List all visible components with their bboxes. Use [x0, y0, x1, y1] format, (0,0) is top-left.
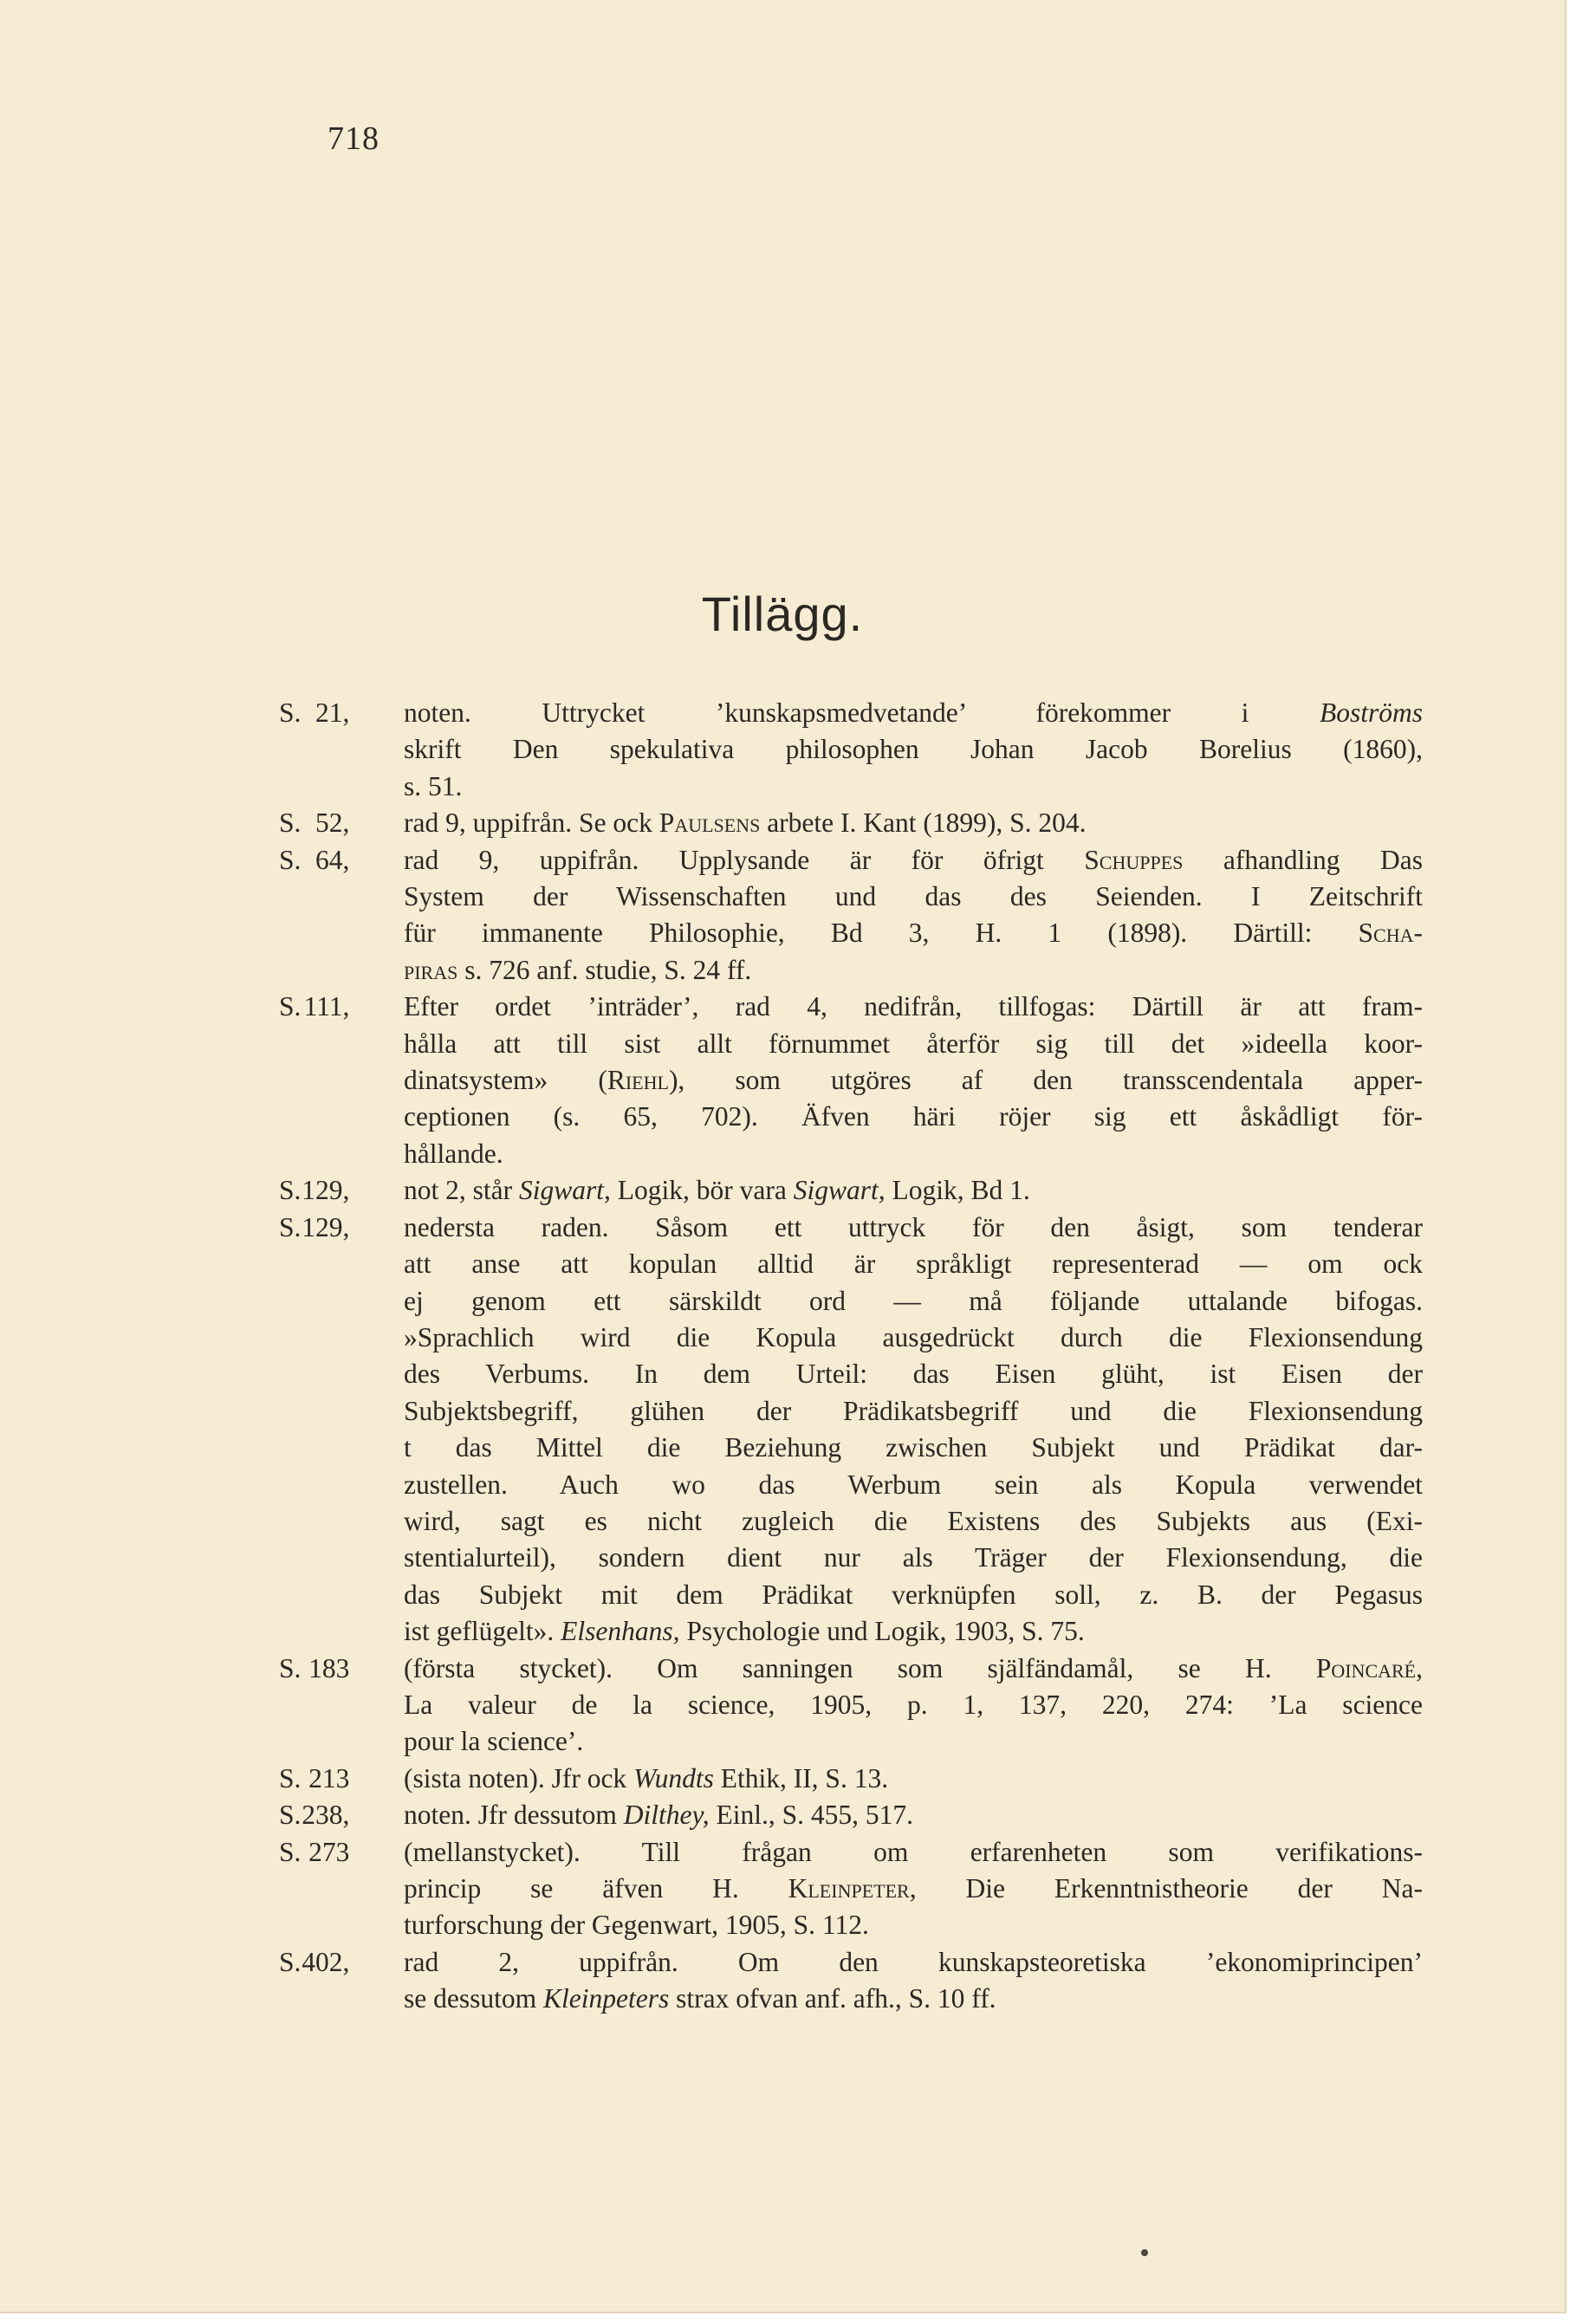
text-line [404, 1026, 1423, 1062]
addenda-list [279, 695, 1423, 2018]
text-line [404, 1467, 1423, 1503]
text-line [404, 1136, 1423, 1172]
small-caps-run: Scha- [1358, 918, 1423, 949]
addendum-entry [279, 1651, 1423, 1761]
text-line [404, 1687, 1423, 1723]
text-run: stentialurteil), sondern dient nur als Träger der Flexionsendung, die [404, 1542, 1423, 1573]
text-run: ), som utgöres af den transscendentala apper- [668, 1065, 1423, 1096]
page-abbrev: S. [279, 808, 302, 839]
addendum-text [404, 842, 1423, 989]
text-run: not 2, står [404, 1175, 519, 1206]
text-run: turforschung der Gegenwart, 1905, S. 112. [404, 1910, 869, 1941]
addendum-entry [279, 989, 1423, 1172]
page-ref-number: 129, [302, 1211, 350, 1242]
page-ref-number: 238, [302, 1800, 350, 1831]
text-run: für immanente Philosophie, Bd 3, H. 1 (1898). Därtill: [404, 918, 1359, 949]
text-run: nedersta raden. Såsom ett uttryck för den åsigt, som tenderar [404, 1211, 1423, 1242]
addendum-text [404, 805, 1423, 841]
text-run: des Verbums. In dem Urteil: das Eisen glüht, ist Eisen der [404, 1359, 1423, 1390]
text-line [404, 1871, 1423, 1907]
addendum-text [404, 1944, 1423, 2018]
text-line [404, 1283, 1423, 1320]
page-number: 718 [328, 120, 380, 157]
text-run: (första stycket). Om sanningen som själfändamål, se H. [404, 1652, 1316, 1683]
text-run: rad 9, uppifrån. Se ock [404, 808, 659, 839]
text-line [404, 879, 1423, 915]
text-run: hålla att till sist allt förnummet återför sig till det »ideella koor- [404, 1028, 1423, 1059]
page-ref-number: 402, [302, 1946, 350, 1977]
text-line [404, 1062, 1423, 1099]
page-reference [279, 1944, 404, 2018]
italic-run: Boströms [1319, 697, 1423, 728]
page-reference [279, 1172, 404, 1209]
page-abbrev: S. [279, 844, 302, 875]
text-run: Efter ordet ’inträder’, rad 4, nedifrån, tillfogas: Därtill är att fram- [404, 991, 1423, 1022]
page-abbrev: S. [279, 1211, 302, 1242]
text-line [404, 769, 1423, 805]
text-line [404, 805, 1423, 841]
ink-speck [1141, 2249, 1148, 2256]
text-run: Psychologie und Logik, 1903, S. 75. [679, 1616, 1085, 1647]
addendum-entry [279, 1210, 1423, 1651]
text-run: hållande. [404, 1138, 503, 1169]
page-abbrev: S. [279, 1652, 302, 1683]
text-run: ist geflügelt». [404, 1616, 561, 1647]
addendum-entry [279, 1797, 1423, 1833]
addendum-text [404, 1761, 1423, 1797]
text-line [404, 1723, 1423, 1760]
italic-run: Sigwart, [518, 1175, 611, 1206]
addendum-text [404, 1172, 1423, 1209]
addendum-text [404, 1651, 1423, 1761]
text-run: Ethik, II, S. 13. [713, 1762, 889, 1793]
text-run: Die Erkenntnistheorie der Na- [916, 1873, 1423, 1904]
page-ref-number: 21, [315, 697, 350, 728]
text-line [404, 1099, 1423, 1135]
text-run: Logik, bör vara [610, 1175, 794, 1206]
page-reference [279, 1651, 404, 1761]
text-run: skrift Den spekulativa philosophen Johan Jacob Borelius (1860), [404, 734, 1423, 765]
text-run: ej genom ett särskildt ord — må följande uttalande bifogas. [404, 1285, 1423, 1316]
page-reference [279, 1797, 404, 1833]
text-line [404, 731, 1423, 768]
small-caps-run: Riehl [607, 1065, 669, 1096]
page-reference [279, 1761, 404, 1797]
addendum-entry [279, 1761, 1423, 1797]
italic-run: Elsenhans, [561, 1616, 680, 1647]
text-line [404, 1613, 1423, 1650]
addendum-text [404, 1834, 1423, 1944]
addendum-entry [279, 805, 1423, 841]
text-line [404, 1577, 1423, 1613]
text-line [404, 842, 1423, 879]
text-line [404, 1503, 1423, 1540]
page-ref-number: 213 [308, 1762, 350, 1793]
addendum-entry [279, 695, 1423, 805]
text-run: zustellen. Auch wo das Werbum sein als Kopula verwendet [404, 1469, 1423, 1500]
text-line [404, 1210, 1423, 1246]
page-abbrev: S. [279, 697, 302, 728]
text-line [404, 1393, 1423, 1430]
text-line [404, 915, 1423, 951]
text-line [404, 1356, 1423, 1392]
page-ref-number: 273 [308, 1836, 350, 1867]
page-ref-number: 52, [315, 808, 350, 839]
page-abbrev: S. [279, 1836, 302, 1867]
text-line [404, 1834, 1423, 1871]
text-run: dinatsystem» ( [404, 1065, 607, 1096]
text-run: rad 2, uppifrån. Om den kunskapsteoretiska ’ekonomiprincipen’ [404, 1946, 1423, 1977]
page-reference [279, 805, 404, 841]
text-line [404, 1320, 1423, 1356]
text-line [404, 1430, 1423, 1466]
text-line [404, 1981, 1423, 2017]
page-abbrev: S. [279, 1175, 302, 1206]
text-line [404, 1540, 1423, 1576]
small-caps-run: piras [404, 954, 458, 985]
text-run: (mellanstycket). Till frågan om erfarenheten som verifikations- [404, 1836, 1423, 1867]
page-reference [279, 989, 404, 1172]
italic-run: Kleinpeters [543, 1983, 670, 2014]
text-run: strax ofvan anf. afh., S. 10 ff. [669, 1983, 996, 2014]
small-caps-run: Paulsens [659, 808, 761, 839]
small-caps-run: Schuppes [1084, 844, 1184, 875]
addendum-text [404, 1797, 1423, 1833]
text-run: La valeur de la science, 1905, p. 1, 137, 220, 274: ’La science [404, 1689, 1423, 1720]
text-run: s. 726 anf. studie, S. 24 ff. [457, 954, 752, 985]
italic-run: Sigwart, [793, 1175, 886, 1206]
text-run: s. 51. [404, 770, 463, 801]
text-line [404, 952, 1423, 989]
text-line [404, 695, 1423, 731]
text-line [404, 1944, 1423, 1981]
text-run: t das Mittel die Beziehung zwischen Subjekt und Prädikat dar- [404, 1432, 1423, 1463]
page-title: Tillägg. [701, 587, 864, 641]
text-run: noten. Jfr dessutom [404, 1800, 624, 1831]
text-run: princip se äfven H. [404, 1873, 788, 1904]
text-run: pour la science’. [404, 1726, 584, 1757]
addendum-entry [279, 1834, 1423, 1944]
addendum-text [404, 695, 1423, 805]
page-reference [279, 695, 404, 805]
text-run: wird, sagt es nicht zugleich die Existens des Subjekts aus (Exi- [404, 1505, 1423, 1536]
addendum-text [404, 989, 1423, 1172]
text-run: Einl., S. 455, 517. [709, 1800, 913, 1831]
page-abbrev: S. [279, 1762, 302, 1793]
small-caps-run: Poincaré, [1315, 1652, 1423, 1683]
text-run: rad 9, uppifrån. Upplysande är för öfrigt [404, 844, 1085, 875]
text-run: se dessutom [404, 1983, 543, 2014]
text-line [404, 1246, 1423, 1282]
text-run: noten. Uttrycket ’kunskapsmedvetande’ förekommer i [404, 697, 1320, 728]
text-line [404, 1797, 1423, 1833]
page-abbrev: S. [279, 991, 302, 1022]
text-run: Logik, Bd 1. [885, 1175, 1030, 1206]
addendum-text [404, 1210, 1423, 1651]
text-run: Subjektsbegriff, glühen der Prädikatsbegriff und die Flexionsendung [404, 1395, 1423, 1426]
text-run: (sista noten). Jfr ock [404, 1762, 634, 1793]
text-line [404, 1907, 1423, 1943]
page-ref-number: 111, [303, 991, 350, 1022]
page-abbrev: S. [279, 1946, 302, 1977]
page-abbrev: S. [279, 1800, 302, 1831]
page-reference [279, 842, 404, 989]
addendum-entry [279, 1944, 1423, 2018]
page-reference [279, 1834, 404, 1944]
text-line [404, 1172, 1423, 1209]
page-reference [279, 1210, 404, 1651]
italic-run: Wundts [633, 1762, 714, 1793]
page-ref-number: 64, [315, 844, 350, 875]
page-ref-number: 129, [302, 1175, 350, 1206]
text-run: att anse att kopulan alltid är språkligt representerad — om ock [404, 1249, 1423, 1280]
text-run: das Subjekt mit dem Prädikat verknüpfen soll, z. B. der Pegasus [404, 1579, 1423, 1610]
addendum-entry [279, 1172, 1423, 1209]
page-ref-number: 183 [308, 1652, 350, 1683]
text-run: afhandling Das [1183, 844, 1423, 875]
italic-run: Dilthey, [623, 1800, 710, 1831]
text-line [404, 1651, 1423, 1687]
text-run: System der Wissenschaften und das des Seienden. I Zeitschrift [404, 881, 1423, 912]
small-caps-run: Kleinpeter, [788, 1873, 917, 1904]
addendum-entry [279, 842, 1423, 989]
text-run: »Sprachlich wird die Kopula ausgedrückt durch die Flexionsendung [404, 1321, 1423, 1352]
text-line [404, 989, 1423, 1025]
text-run: ceptionen (s. 65, 702). Äfven häri röjer sig ett åskådligt för- [404, 1101, 1423, 1132]
text-run: arbete I. Kant (1899), S. 204. [760, 808, 1087, 839]
text-line [404, 1761, 1423, 1797]
